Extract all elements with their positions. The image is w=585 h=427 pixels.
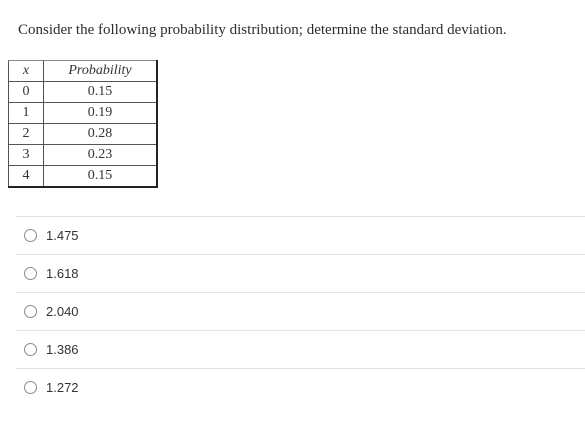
answer-choice-label[interactable]: 2.040 bbox=[46, 304, 79, 319]
cell-x: 3 bbox=[9, 145, 44, 166]
answer-choice-label[interactable]: 1.475 bbox=[46, 228, 79, 243]
cell-probability: 0.15 bbox=[44, 166, 158, 188]
cell-probability: 0.23 bbox=[44, 145, 158, 166]
answer-choices bbox=[16, 216, 585, 406]
answer-choice-label[interactable]: 1.386 bbox=[46, 342, 79, 357]
cell-x: 4 bbox=[9, 166, 44, 188]
answer-choice-2[interactable] bbox=[16, 254, 585, 292]
cell-x: 0 bbox=[9, 82, 44, 103]
answer-choice-label[interactable]: 1.272 bbox=[46, 380, 79, 395]
table-row bbox=[9, 124, 158, 145]
table-row bbox=[9, 103, 158, 124]
radio-button[interactable] bbox=[24, 305, 37, 318]
answer-choice-5[interactable] bbox=[16, 368, 585, 406]
answer-choice-4[interactable] bbox=[16, 330, 585, 368]
cell-probability: 0.15 bbox=[44, 82, 158, 103]
table-row bbox=[9, 145, 158, 166]
header-x: x bbox=[9, 61, 44, 82]
cell-x: 2 bbox=[9, 124, 44, 145]
answer-choice-3[interactable] bbox=[16, 292, 585, 330]
cell-probability: 0.28 bbox=[44, 124, 158, 145]
radio-button[interactable] bbox=[24, 229, 37, 242]
answer-choice-label[interactable]: 1.618 bbox=[46, 266, 79, 281]
cell-probability: 0.19 bbox=[44, 103, 158, 124]
probability-distribution-table bbox=[8, 60, 158, 188]
cell-x: 1 bbox=[9, 103, 44, 124]
radio-button[interactable] bbox=[24, 381, 37, 394]
question-text: Consider the following probability distribution; determine the standard deviation. bbox=[18, 22, 507, 38]
header-probability: Probability bbox=[44, 61, 158, 82]
radio-button[interactable] bbox=[24, 267, 37, 280]
answer-choice-1[interactable] bbox=[16, 216, 585, 254]
table-row bbox=[9, 82, 158, 103]
radio-button[interactable] bbox=[24, 343, 37, 356]
table-header-row bbox=[9, 61, 158, 82]
table-row bbox=[9, 166, 158, 188]
